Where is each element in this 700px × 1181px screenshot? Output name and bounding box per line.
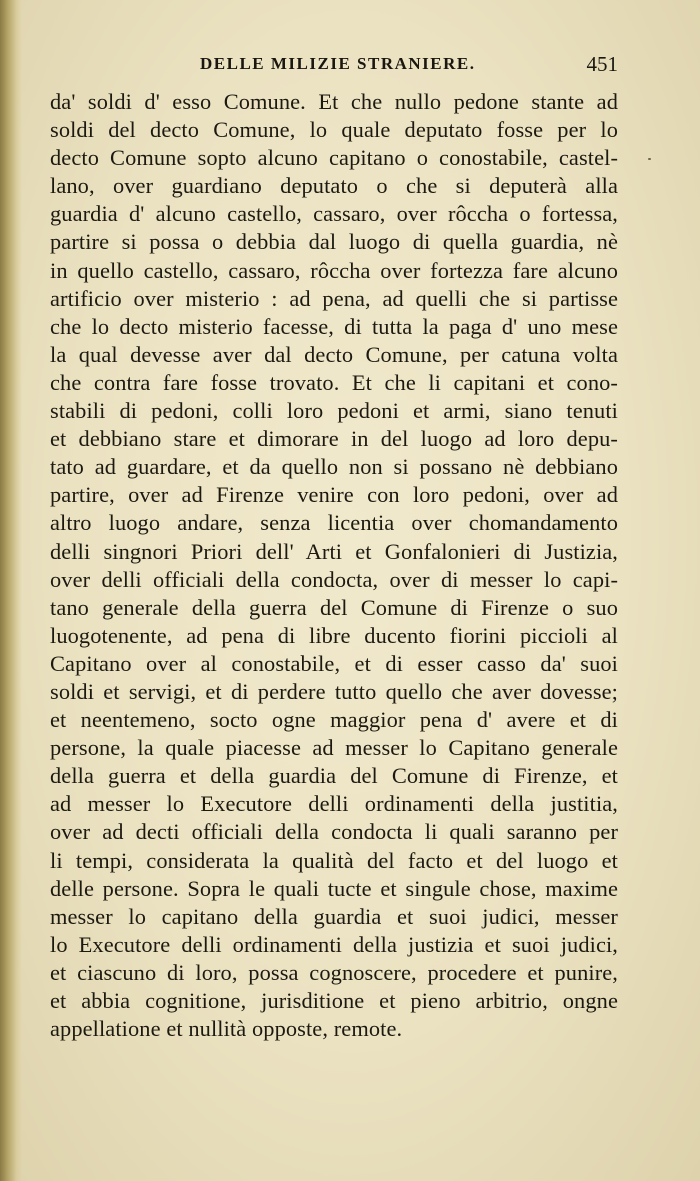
text-line: over ad decti officiali della condocta li quali saranno per bbox=[50, 819, 618, 845]
text-line: guardia d' alcuno castello, cassaro, over rôccha o fortessa, bbox=[50, 201, 618, 227]
text-line: altro luogo andare, senza licentia over chomandamento bbox=[50, 510, 618, 536]
page-spine-shadow bbox=[0, 0, 22, 1181]
text-line: decto Comune sopto alcuno capitano o conostabile, castel- bbox=[50, 145, 618, 171]
text-line: della guerra et della guardia del Comune di Firenze, et bbox=[50, 763, 618, 789]
text-line: che contra fare fosse trovato. Et che li capitani et cono- bbox=[50, 369, 618, 395]
text-line: soldi et servigi, et di perdere tutto quello che aver dovesse; bbox=[50, 678, 618, 704]
text-line: delle persone. Sopra le quali tucte et singule chose, maxime bbox=[50, 875, 618, 901]
text-line: partire, over ad Firenze venire con loro pedoni, over ad bbox=[50, 482, 618, 508]
page-header bbox=[50, 54, 618, 82]
text-line: delli singnori Priori dell' Arti et Gonfalonieri di Justizia, bbox=[50, 538, 618, 564]
text-line: appellatione et nullità opposte, remote. bbox=[50, 1016, 403, 1042]
text-line: in quello castello, cassaro, rôccha over fortezza fare alcuno bbox=[50, 257, 618, 283]
text-line: over delli officiali della condocta, over di messer lo capi- bbox=[50, 566, 618, 592]
text-line: et neentemeno, socto ogne maggior pena d' avere et di bbox=[50, 707, 618, 733]
text-line: tato ad guardare, et da quello non si possano nè debbiano bbox=[50, 454, 618, 480]
text-line: soldi del decto Comune, lo quale deputato fosse per lo bbox=[50, 117, 618, 143]
text-line: lo Executore delli ordinamenti della justizia et suoi judici, bbox=[50, 931, 618, 957]
text-line: che lo decto misterio facesse, di tutta la paga d' uno mese bbox=[50, 313, 618, 339]
text-line: artificio over misterio : ad pena, ad quelli che si partisse bbox=[50, 285, 618, 311]
text-line: stabili di pedoni, colli loro pedoni et armi, siano tenuti bbox=[50, 398, 618, 424]
text-line: da' soldi d' esso Comune. Et che nullo pedone stante ad bbox=[50, 89, 618, 114]
text-line: lano, over guardiano deputato o che si deputerà alla bbox=[50, 173, 618, 199]
text-line: li tempi, considerata la qualità del facto et del luogo et bbox=[50, 847, 618, 873]
body-text bbox=[50, 88, 618, 1043]
text-line: messer lo capitano della guardia et suoi judici, messer bbox=[50, 903, 618, 929]
text-line: Capitano over al conostabile, et di esser casso da' suoi bbox=[50, 650, 618, 676]
text-line: et abbia cognitione, jurisditione et pieno arbitrio, ongne bbox=[50, 988, 618, 1013]
text-line: ad messer lo Executore delli ordinamenti della justitia, bbox=[50, 791, 618, 817]
text-line: la qual devesse aver dal decto Comune, per catuna volta bbox=[50, 341, 618, 367]
text-line: tano generale della guerra del Comune di Firenze o suo bbox=[50, 594, 618, 620]
text-line: et debbiano stare et dimorare in del luogo ad loro depu- bbox=[50, 426, 618, 452]
text-line: partire si possa o debbia dal luogo di quella guardia, nè bbox=[50, 229, 618, 255]
running-title: DELLE MILIZIE STRANIERE. bbox=[200, 54, 476, 73]
text-line: persone, la quale piacesse ad messer lo Capitano generale bbox=[50, 735, 618, 761]
page-number: 451 bbox=[586, 52, 618, 76]
paper-speck bbox=[648, 158, 651, 160]
text-line: et ciascuno di loro, possa cognoscere, procedere et punire, bbox=[50, 959, 618, 985]
text-line: luogotenente, ad pena di libre ducento fiorini piccioli al bbox=[50, 622, 618, 648]
